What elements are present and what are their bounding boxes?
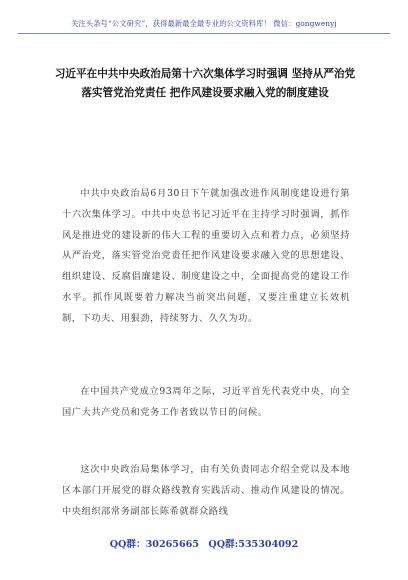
document-title: 习近平在中共中央政治局第十六次集体学习时强调 坚持从严治党落实管党治党责任 把作风建设要求融入党的制度建设 [54, 68, 356, 99]
footer-qq-group-1: QQ群：30265665 [109, 539, 200, 550]
footer-qq-group-2: QQ群:535304092 [208, 539, 299, 550]
header-banner: 关注头条号“公文研究”，获得最新最全最专业的公文资料库！ 微信：gongwenyj [71, 19, 337, 28]
footer-contact [0, 534, 408, 560]
paragraph-2: 在中国共产党成立93周年之际，习近平首先代表党中央，向全国广大共产党员和党务工作者致以节日的问候。 [62, 386, 350, 418]
paragraph-3: 这次中央政治局集体学习，由有关负责同志介绍全党以及本地区本部门开展党的群众路线教育实践活动、推动作风建设的情况。中央组织部常务副部长陈希就群众路线 [62, 464, 350, 517]
header-divider [18, 33, 390, 34]
paragraph-1: 中共中央政治局6月30日下午就加强改进作风制度建设进行第十六次集体学习。中共中央总书记习近平在主持学习时强调，抓作风是推进党的建设新的伟大工程的重要切入点和着力点，必须坚持从严治党，落实管党治党责任把作风建设要求融入党的思想建设、组织建设、反腐倡廉建设、制度建设之中，全面提高党的建设工作水平。抓作风既要着力解决当前突出问题，又要注重建立长效机制，下功夫、用狠劲，持续努力、久久为功。 [62, 188, 350, 324]
